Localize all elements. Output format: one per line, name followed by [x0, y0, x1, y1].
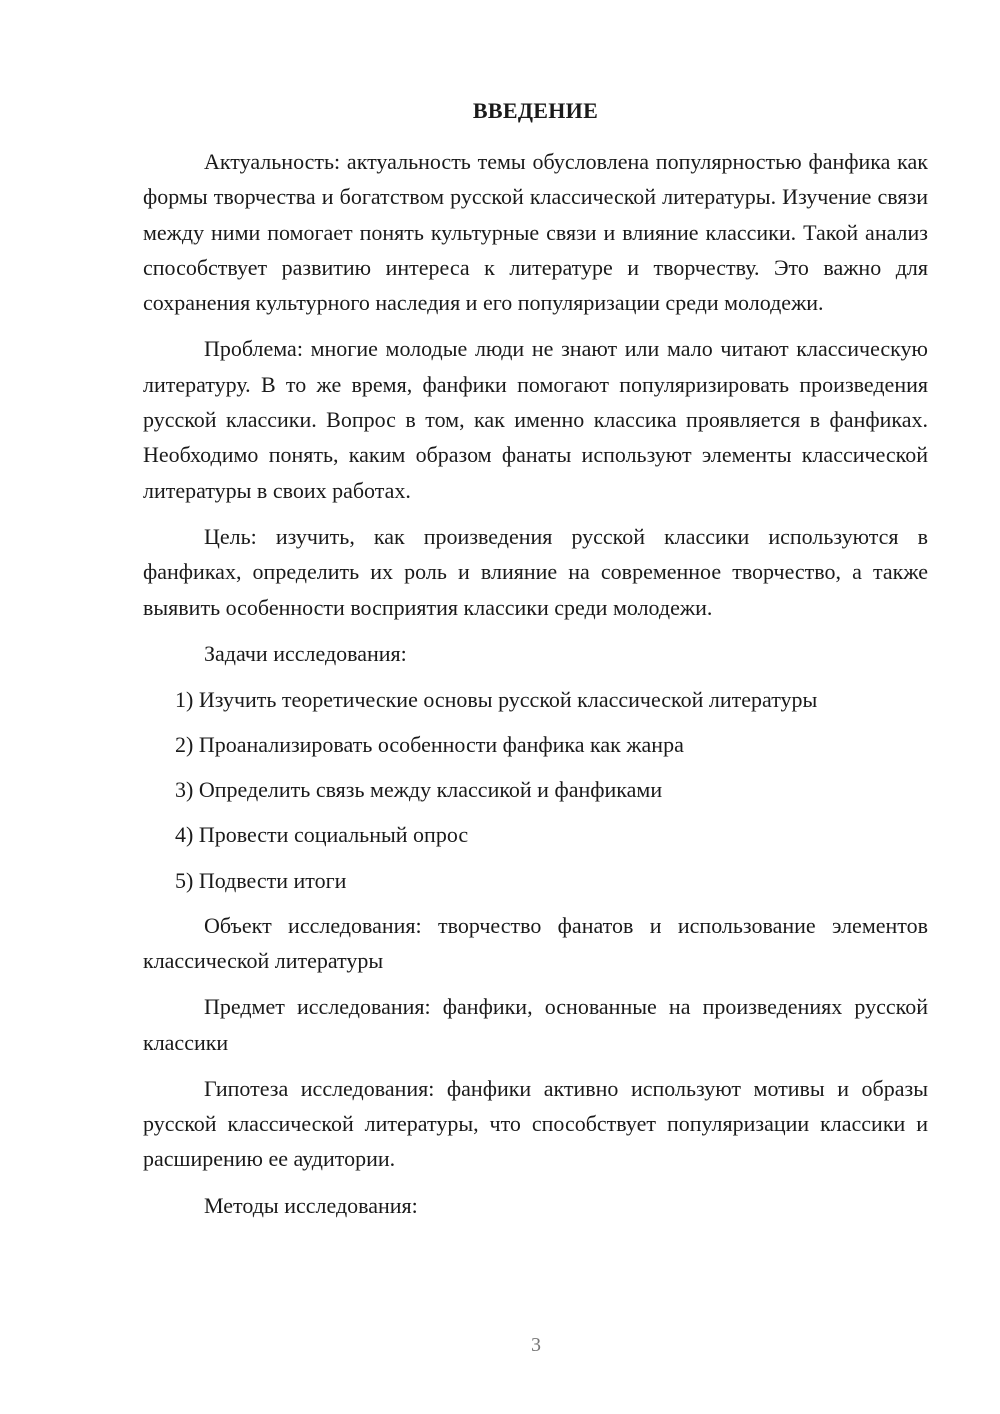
paragraph-relevance: Актуальность: актуальность темы обусловлена популярностью фанфика как формы творчества и богатством русской классической литературы. Изучение связи между ними помогает понять культурные связи и влияние классики. Такой анализ способствует развитию интереса к литературе и творчеству. Это важно для сохранения культурного наследия и его популяризации среди молодежи.: [143, 149, 928, 316]
paragraph-hypothesis: Гипотеза исследования: фанфики активно используют мотивы и образы русской классической литературы, что способствует популяризации классики и расширению ее аудитории.: [143, 1075, 928, 1172]
paragraph-problem: Проблема: многие молодые люди не знают или мало читают классическую литературу. В то же время, фанфики помогают популяризировать произведения русской классики. Вопрос в том, как именно классика проявляется в фанфиках. Необходимо понять, каким образом фанаты используют элементы классической литературы в своих работах.: [143, 336, 928, 503]
document-body: [143, 144, 928, 1234]
list-item: 2) Проанализировать особенности фанфика как жанра: [175, 732, 684, 758]
list-item: 3) Определить связь между классикой и фанфиками: [175, 777, 663, 803]
paragraph-tasks-heading: Задачи исследования:: [204, 640, 407, 666]
paragraph-object: Объект исследования: творчество фанатов и использование элементов классической литературы: [143, 912, 928, 973]
paragraph-methods-heading: Методы исследования:: [204, 1192, 418, 1218]
list-item: 4) Провести социальный опрос: [175, 822, 469, 848]
paragraph-goal: Цель: изучить, как произведения русской классики используются в фанфиках, определить их роль и влияние на современное творчество, а также выявить особенности восприятия классики среди молодежи.: [143, 523, 928, 620]
paragraph-subject: Предмет исследования: фанфики, основанные на произведениях русской классики: [143, 994, 928, 1055]
list-item: 1) Изучить теоретические основы русской классической литературы: [175, 687, 818, 713]
page-number: 3: [531, 1334, 541, 1356]
tasks-list: [143, 682, 928, 898]
list-item: 5) Подвести итоги: [175, 867, 347, 893]
section-title: ВВЕДЕНИЕ: [472, 98, 599, 123]
